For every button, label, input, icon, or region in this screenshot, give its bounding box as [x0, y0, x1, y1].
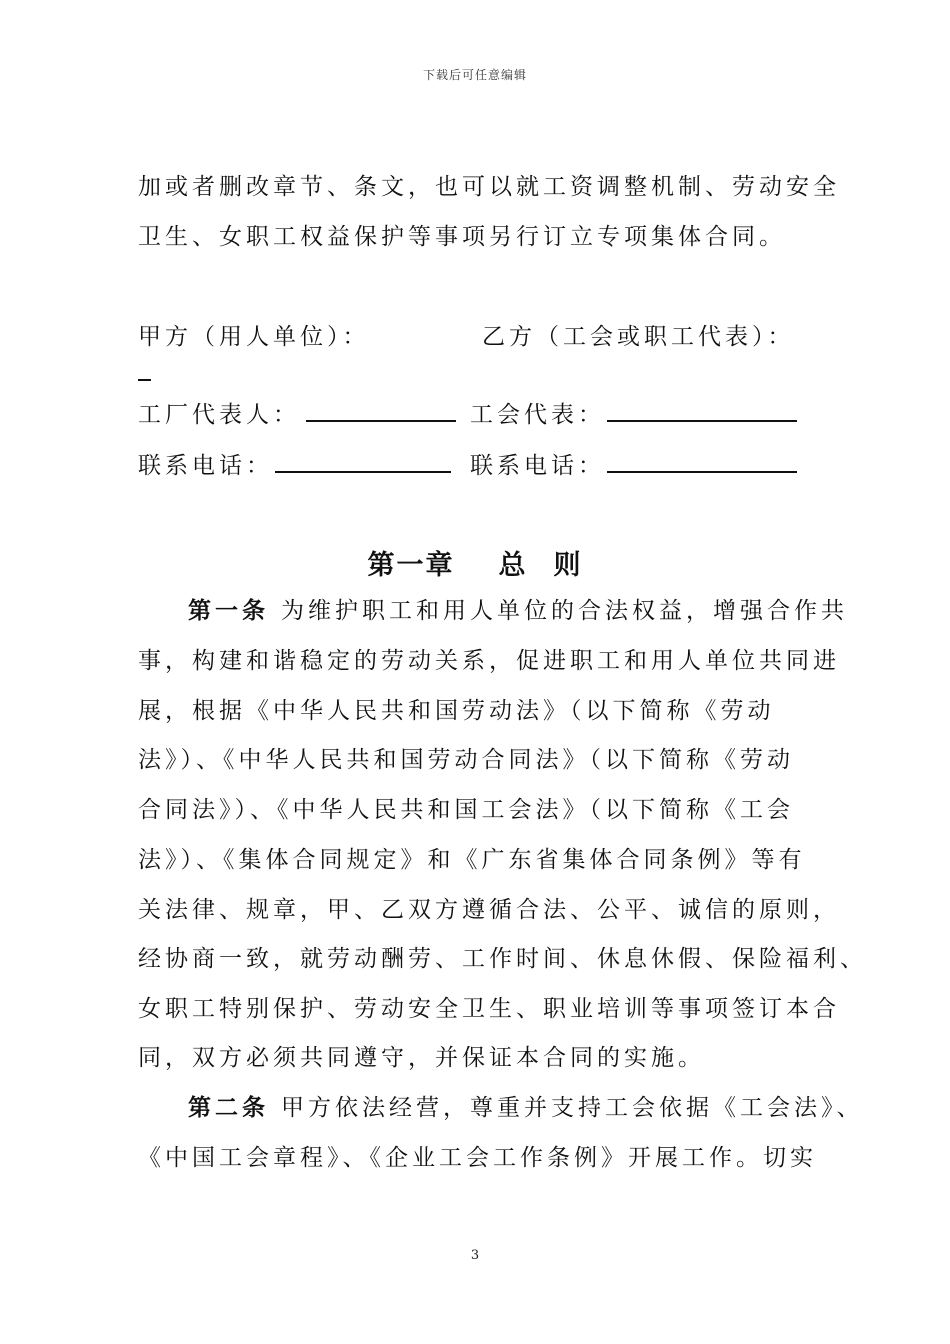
- chapter-title-a: 总: [498, 550, 528, 581]
- article-1-line: 展，根据《中华人民共和国劳动法》（以下简称《劳动: [138, 698, 775, 724]
- article-1-line: 合同法》）、《中华人民共和国工会法》（以下简称《工会: [138, 797, 794, 823]
- article-1-label: 第一条: [188, 598, 269, 624]
- phone-label-a: 联系电话：: [138, 453, 273, 479]
- article-1-first-line: [188, 596, 848, 626]
- chapter-title-b: 则: [553, 550, 583, 581]
- party-a-label: 甲方（用人单位）：: [138, 324, 370, 350]
- article-2-line: 《中国工会章程》、《企业工会工作条例》开展工作。切实: [138, 1145, 817, 1171]
- party-b-label: 乙方（工会或职工代表）：: [482, 324, 795, 350]
- article-2-line: 甲方依法经营，尊重并支持工会依据《工会法》、: [281, 1095, 864, 1121]
- union-rep-blank[interactable]: [607, 398, 797, 422]
- phone-label-b: 联系电话：: [470, 453, 605, 479]
- chapter-number: 第一章: [367, 550, 455, 581]
- factory-rep-label: 工厂代表人：: [138, 402, 300, 428]
- phone-blank-b[interactable]: [607, 449, 797, 473]
- article-2-first-line: [188, 1093, 864, 1123]
- article-1-line: 女职工特别保护、劳动安全卫生、职业培训等事项签订本合: [138, 996, 840, 1022]
- union-rep-label: 工会代表：: [470, 402, 605, 428]
- article-1-line: 法》）、《中华人民共和国劳动合同法》（以下简称《劳动: [138, 747, 794, 773]
- intro-line-2: 卫生、女职工权益保护等事项另行订立专项集体合同。: [138, 224, 786, 250]
- factory-rep-row: [138, 398, 456, 430]
- page-header-note: 下载后可任意编辑: [422, 68, 527, 82]
- article-2-label: 第二条: [188, 1095, 269, 1121]
- factory-rep-blank[interactable]: [306, 398, 456, 422]
- union-rep-row: [470, 398, 797, 430]
- intro-line-1: 加或者删改章节、条文，也可以就工资调整机制、劳动安全: [138, 174, 840, 200]
- chapter-heading: [0, 543, 950, 582]
- article-1-line: 为维护职工和用人单位的合法权益，增强合作共: [281, 598, 848, 624]
- article-1-line: 经协商一致，就劳动酬劳、工作时间、休息休假、保险福利、: [138, 946, 867, 972]
- article-1-line: 同，双方必须共同遵守，并保证本合同的实施。: [138, 1045, 705, 1071]
- phone-blank-a[interactable]: [275, 449, 451, 473]
- phone-row-b: [470, 449, 797, 481]
- signature-short-line: [138, 379, 151, 381]
- article-1-line: 法》）、《集体合同规定》和《广东省集体合同条例》等有: [138, 847, 806, 873]
- phone-row-a: [138, 449, 451, 481]
- article-1-line: 事，构建和谐稳定的劳动关系，促进职工和用人单位共同进: [138, 648, 840, 674]
- page-number: 3: [470, 1248, 480, 1263]
- article-1-line: 关法律、规章，甲、乙双方遵循合法、公平、诚信的原则，: [138, 897, 840, 923]
